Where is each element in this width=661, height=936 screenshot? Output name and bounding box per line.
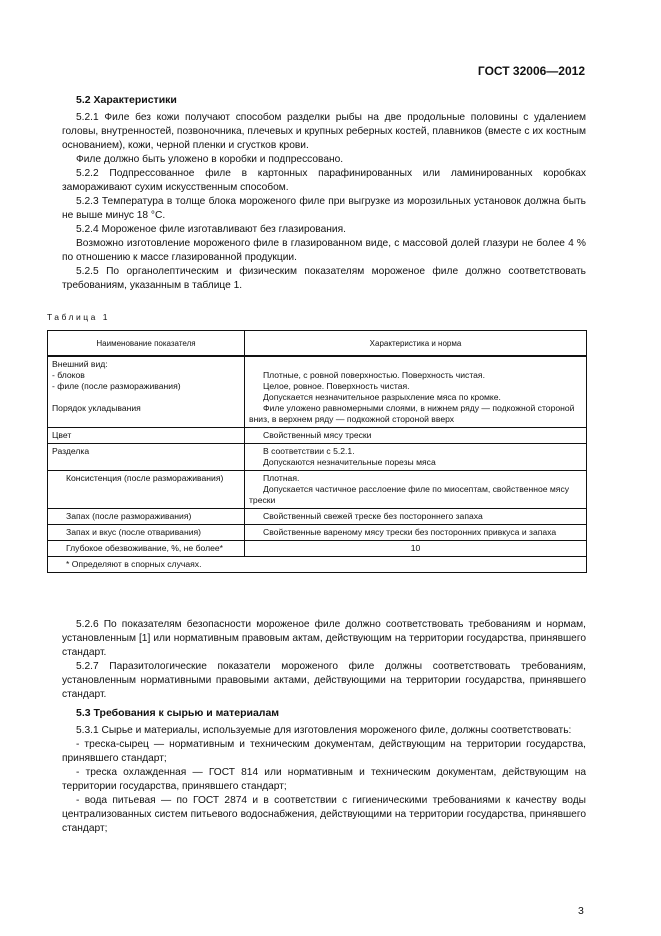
list-item: - треска охлажденная — ГОСТ 814 или нормативным и техническим документам, действующим на территории государства, принявшего стандарт;	[62, 767, 586, 792]
table-label: Таблица 1	[47, 312, 110, 322]
table-footnote-row	[48, 557, 587, 573]
indicator-value: Допускаются незначительные порезы мяса	[263, 457, 436, 467]
section-heading: 5.2 Характеристики	[76, 94, 177, 106]
indicator-value: Свойственные вареному мясу трески без посторонних привкуса и запаха	[245, 525, 587, 541]
table-1	[47, 330, 587, 573]
indicator-value: Допускается частичное расслоение филе по миосептам, свойственное мясу трески	[249, 484, 570, 505]
list-item: - вода питьевая — по ГОСТ 2874 и в соответствии с гигиеническими требованиями к качеству воды централизованных систем питьевого водоснабжения, действующими на территории государства, принявшего стандарт;	[62, 795, 586, 834]
table-footnote: * Определяют в спорных случаях.	[48, 557, 587, 573]
paragraph: Филе должно быть уложено в коробки и подпрессовано.	[76, 154, 344, 165]
indicator-value: 10	[245, 541, 587, 557]
document-standard-number: ГОСТ 32006—2012	[477, 64, 585, 78]
paragraph: 5.2.5 По органолептическим и физическим показателям мороженое филе должно соответствовать требованиям, указанным в таблице 1.	[62, 266, 586, 291]
indicator-name: Глубокое обезвоживание, %, не более*	[48, 541, 245, 557]
indicator-name: Разделка	[48, 444, 245, 471]
table-row	[48, 428, 587, 444]
paragraph: 5.2.2 Подпрессованное филе в картонных парафинированных или ламинированных коробках замораживают сухим искусственным способом.	[62, 168, 586, 193]
column-header: Наименование показателя	[48, 331, 245, 357]
paragraph: 5.2.4 Мороженое филе изготавливают без глазирования.	[76, 224, 346, 235]
section-heading: 5.3 Требования к сырью и материалам	[76, 707, 280, 719]
indicator-value: В соответствии с 5.2.1.	[263, 446, 355, 456]
table-row	[48, 356, 587, 428]
section-after-table	[62, 618, 586, 836]
indicator-name: Порядок укладывания	[52, 403, 141, 413]
paragraph: 5.2.3 Температура в толще блока мороженого филе при выгрузке из морозильных установок должна быть не выше минус 18 °С.	[62, 196, 586, 221]
indicator-value: Допускается незначительное разрыхление мяса по кромке.	[263, 392, 501, 402]
paragraph: Возможно изготовление мороженого филе в глазированном виде, с массовой долей глазури не более 4 % по отношению к массе глазированной продукции.	[62, 238, 586, 263]
table-row	[48, 509, 587, 525]
indicator-name: Запах и вкус (после отваривания)	[48, 525, 245, 541]
table-row	[48, 525, 587, 541]
indicator-value: Плотная.	[263, 473, 300, 483]
section-5-2	[62, 93, 586, 293]
paragraph: 5.3.1 Сырье и материалы, используемые для изготовления мороженого филе, должны соответствовать:	[76, 725, 572, 736]
indicator-value: Свойственный свежей треске без постороннего запаха	[245, 509, 587, 525]
indicator-value: Плотные, с ровной поверхностью. Поверхность чистая.	[263, 370, 485, 380]
indicator-name: Внешний вид:	[52, 359, 108, 369]
indicator-value: Свойственный мясу трески	[245, 428, 587, 444]
list-item: - треска-сырец — нормативным и техническим документам, действующим на территории государства, принявшего стандарт;	[62, 739, 586, 764]
paragraph: 5.2.7 Паразитологические показатели мороженого филе должны соответствовать требованиям, установленным нормативными правовыми актами, действующими на территории государства, принявшего стандарт.	[62, 661, 586, 700]
indicator-name: Запах (после размораживания)	[48, 509, 245, 525]
page-number: 3	[578, 905, 584, 917]
paragraph: 5.2.1 Филе без кожи получают способом разделки рыбы на две продольные половины с удалением головы, внутренностей, позвоночника, плечевых и крупных реберных костей, плавников (вместе с их костным основанием), кожи, черной пленки и сгустков крови.	[62, 112, 586, 151]
indicator-name: - филе (после размораживания)	[52, 381, 181, 391]
table-row	[48, 471, 587, 509]
paragraph: 5.2.6 По показателям безопасности мороженое филе должно соответствовать требованиям и нормам, установленным [1] или нормативным правовым актам, действующим на территории государства, принявшего стандарт.	[62, 619, 586, 658]
indicator-name: Цвет	[48, 428, 245, 444]
indicator-value: Филе уложено равномерными слоями, в нижнем ряду — подкожной стороной вниз, в верхнем ряду — подкожной стороной вверх	[249, 403, 575, 424]
indicator-name: Консистенция (после размораживания)	[48, 471, 245, 509]
table-header-row	[48, 331, 587, 357]
table-row	[48, 541, 587, 557]
indicator-name: - блоков	[52, 370, 85, 380]
indicator-value: Целое, ровное. Поверхность чистая.	[263, 381, 410, 391]
column-header: Характеристика и норма	[245, 331, 587, 357]
table-row	[48, 444, 587, 471]
